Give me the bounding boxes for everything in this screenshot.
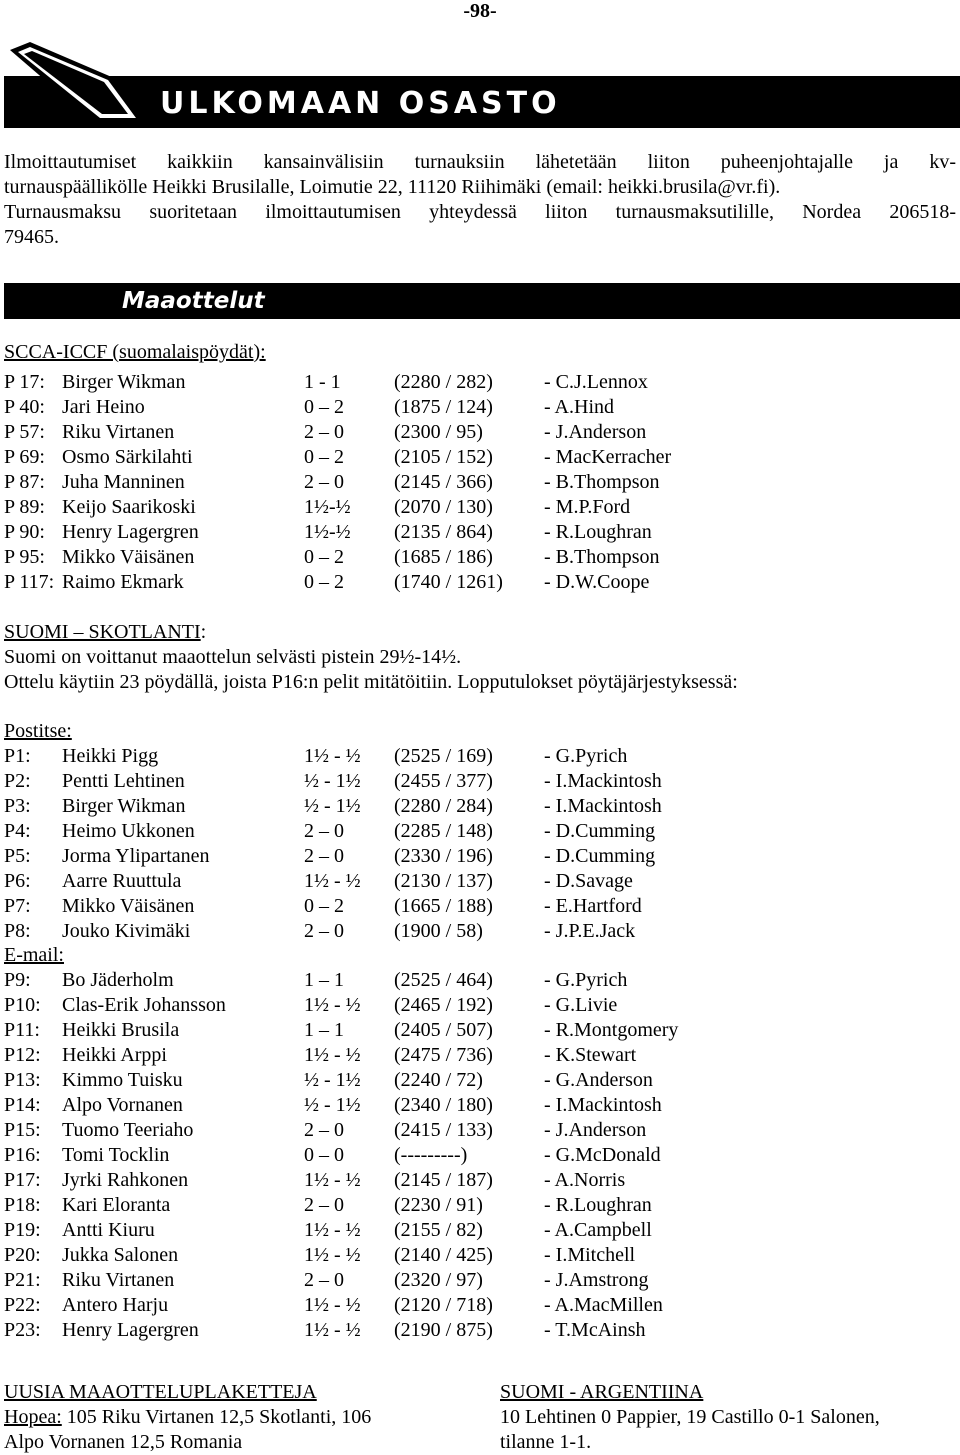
opponent-cell: - D.Cumming (544, 845, 656, 867)
opponent-cell: - D.W.Coope (544, 571, 650, 593)
player-name-cell: Alpo Vornanen (62, 1094, 183, 1116)
opponent-cell: - R.Montgomery (544, 1019, 679, 1041)
suomi-skotlanti-line: Suomi on voittanut maaottelun selvästi pistein 29½-14½. (4, 646, 462, 668)
board-cell: P4: (4, 820, 31, 842)
opponent-cell: - A.Norris (544, 1169, 626, 1191)
board-cell: P 40: (4, 396, 45, 418)
rating-cell: (2525 / 169) (394, 745, 493, 767)
board-cell: P18: (4, 1194, 41, 1216)
intro-line: Turnausmaksu suoritetaan ilmoittautumisen yhteydessä liiton turnausmaksutilille, Nordea 206518- (4, 201, 956, 223)
rating-cell: (2190 / 875) (394, 1319, 493, 1341)
rating-cell: (2280 / 284) (394, 795, 493, 817)
board-cell: P8: (4, 920, 31, 942)
suomi-skotlanti-heading: SUOMI – SKOTLANTI (4, 621, 201, 643)
argentiina-heading: SUOMI - ARGENTIINA (500, 1381, 704, 1403)
player-name-cell: Heimo Ukkonen (62, 820, 195, 842)
opponent-cell: - J.Anderson (544, 1119, 647, 1141)
opponent-cell: - G.Pyrich (544, 969, 628, 991)
opponent-cell: - G.McDonald (544, 1144, 661, 1166)
rating-cell: (2230 / 91) (394, 1194, 483, 1216)
board-cell: P9: (4, 969, 31, 991)
score-cell: 1½ - ½ (304, 1294, 361, 1316)
rating-cell: (2525 / 464) (394, 969, 493, 991)
player-name-cell: Jorma Ylipartanen (62, 845, 210, 867)
opponent-cell: - I.Mackintosh (544, 770, 662, 792)
opponent-cell: - A.Campbell (544, 1219, 652, 1241)
board-cell: P17: (4, 1169, 41, 1191)
score-cell: 1½ - ½ (304, 994, 361, 1016)
player-name-cell: Birger Wikman (62, 371, 186, 393)
opponent-cell: - A.Hind (544, 396, 614, 418)
player-name-cell: Kari Eloranta (62, 1194, 171, 1216)
player-name-cell: Antti Kiuru (62, 1219, 155, 1241)
board-cell: P 87: (4, 471, 45, 493)
rating-cell: (2300 / 95) (394, 421, 483, 443)
score-cell: 2 – 0 (304, 1269, 344, 1291)
opponent-cell: - I.Mitchell (544, 1244, 636, 1266)
player-name-cell: Heikki Pigg (62, 745, 159, 767)
score-cell: 2 – 0 (304, 920, 344, 942)
board-cell: P23: (4, 1319, 41, 1341)
player-name-cell: Riku Virtanen (62, 421, 175, 443)
opponent-cell: - J.P.E.Jack (544, 920, 636, 942)
rating-cell: (1740 / 1261) (394, 571, 503, 593)
board-cell: P22: (4, 1294, 41, 1316)
player-name-cell: Henry Lagergren (62, 521, 199, 543)
rating-cell: (2455 / 377) (394, 770, 493, 792)
rating-cell: (---------) (394, 1144, 468, 1166)
intro-paragraph (4, 150, 956, 250)
score-cell: 1½ - ½ (304, 1319, 361, 1341)
score-cell: 1½ - ½ (304, 870, 361, 892)
opponent-cell: - B.Thompson (544, 471, 660, 493)
opponent-cell: - I.Mackintosh (544, 1094, 662, 1116)
score-cell: 0 – 2 (304, 396, 344, 418)
suomi-skotlanti-section (4, 620, 738, 695)
plaketteja-line: 105 Riku Virtanen 12,5 Skotlanti, 106 (61, 1406, 372, 1428)
player-name-cell: Keijo Saarikoski (62, 496, 196, 518)
opponent-cell: - K.Stewart (544, 1044, 637, 1066)
rating-cell: (2240 / 72) (394, 1069, 483, 1091)
score-cell: 1½ - ½ (304, 1169, 361, 1191)
rating-cell: (2465 / 192) (394, 994, 493, 1016)
rating-cell: (2280 / 282) (394, 371, 493, 393)
argentiina-section (500, 1380, 960, 1455)
rating-cell: (1900 / 58) (394, 920, 483, 942)
rating-cell: (2130 / 137) (394, 870, 493, 892)
rating-cell: (1875 / 124) (394, 396, 493, 418)
board-cell: P1: (4, 745, 31, 767)
opponent-cell: - A.MacMillen (544, 1294, 663, 1316)
board-cell: P 57: (4, 421, 45, 443)
intro-line: Ilmoittautumiset kaikkiin kansainvälisiin turnauksiin lähetetään liiton puheenjohtajalle ja kv- (4, 151, 956, 173)
heading-colon: : (200, 621, 207, 643)
score-cell: 0 – 2 (304, 571, 344, 593)
opponent-cell: - R.Loughran (544, 1194, 652, 1216)
arrow-logo-icon (4, 38, 154, 128)
player-name-cell: Kimmo Tuisku (62, 1069, 183, 1091)
hopea-label: Hopea: (4, 1406, 62, 1428)
player-name-cell: Jyrki Rahkonen (62, 1169, 189, 1191)
page-number: -98- (463, 0, 497, 22)
board-cell: P 90: (4, 521, 45, 543)
board-cell: P3: (4, 795, 31, 817)
plaketteja-line: Alpo Vornanen 12,5 Romania (4, 1431, 243, 1453)
board-cell: P 17: (4, 371, 45, 393)
score-cell: ½ - 1½ (304, 1069, 361, 1091)
score-cell: 1 – 1 (304, 1019, 344, 1041)
score-cell: 1½ - ½ (304, 745, 361, 767)
board-cell: P12: (4, 1044, 41, 1066)
rating-cell: (2135 / 864) (394, 521, 493, 543)
rating-cell: (2285 / 148) (394, 820, 493, 842)
opponent-cell: - R.Loughran (544, 521, 652, 543)
player-name-cell: Heikki Arppi (62, 1044, 167, 1066)
board-cell: P15: (4, 1119, 41, 1141)
board-cell: P6: (4, 870, 31, 892)
score-cell: 2 – 0 (304, 820, 344, 842)
score-cell: 2 – 0 (304, 1119, 344, 1141)
email-heading: E-mail: (4, 944, 64, 966)
player-name-cell: Clas-Erik Johansson (62, 994, 226, 1016)
opponent-cell: - C.J.Lennox (544, 371, 648, 393)
intro-line: 79465. (4, 226, 59, 248)
score-cell: 0 – 2 (304, 895, 344, 917)
player-name-cell: Tomi Tocklin (62, 1144, 170, 1166)
player-name-cell: Birger Wikman (62, 795, 186, 817)
board-cell: P13: (4, 1069, 41, 1091)
postitse-heading: Postitse: (4, 720, 72, 742)
suomi-skotlanti-line: Ottelu käytiin 23 pöydällä, joista P16:n pelit mitätöitiin. Lopputulokset pöytäjärjestyksessä: (4, 671, 738, 693)
player-name-cell: Jouko Kivimäki (62, 920, 191, 942)
player-name-cell: Antero Harju (62, 1294, 169, 1316)
player-name-cell: Henry Lagergren (62, 1319, 199, 1341)
player-name-cell: Pentti Lehtinen (62, 770, 185, 792)
plaketteja-heading: UUSIA MAAOTTELUPLAKETTEJA (4, 1381, 317, 1403)
rating-cell: (2120 / 718) (394, 1294, 493, 1316)
opponent-cell: - T.McAinsh (544, 1319, 646, 1341)
board-cell: P21: (4, 1269, 41, 1291)
opponent-cell: - G.Pyrich (544, 745, 628, 767)
board-cell: P20: (4, 1244, 41, 1266)
player-name-cell: Heikki Brusila (62, 1019, 180, 1041)
board-cell: P10: (4, 994, 41, 1016)
score-cell: 1½ - ½ (304, 1244, 361, 1266)
opponent-cell: - G.Livie (544, 994, 618, 1016)
rating-cell: (2140 / 425) (394, 1244, 493, 1266)
rating-cell: (2105 / 152) (394, 446, 493, 468)
opponent-cell: - M.P.Ford (544, 496, 631, 518)
rating-cell: (1685 / 186) (394, 546, 493, 568)
player-name-cell: Bo Jäderholm (62, 969, 174, 991)
rating-cell: (2145 / 366) (394, 471, 493, 493)
player-name-cell: Jari Heino (62, 396, 145, 418)
score-cell: 1½ - ½ (304, 1044, 361, 1066)
opponent-cell: - J.Amstrong (544, 1269, 649, 1291)
score-cell: 1 – 1 (304, 969, 344, 991)
player-name-cell: Osmo Särkilahti (62, 446, 193, 468)
maaottelut-title: Maaottelut (122, 288, 265, 314)
rating-cell: (2145 / 187) (394, 1169, 493, 1191)
player-name-cell: Mikko Väisänen (62, 546, 195, 568)
scca-heading: SCCA-ICCF (suomalaispöydät): (4, 341, 266, 363)
plaketteja-section (4, 1380, 494, 1455)
board-cell: P7: (4, 895, 31, 917)
rating-cell: (2415 / 133) (394, 1119, 493, 1141)
player-name-cell: Tuomo Teeriaho (62, 1119, 194, 1141)
score-cell: 2 – 0 (304, 421, 344, 443)
opponent-cell: - MacKerracher (544, 446, 672, 468)
argentiina-line: tilanne 1-1. (500, 1431, 592, 1453)
board-cell: P14: (4, 1094, 41, 1116)
opponent-cell: - E.Hartford (544, 895, 642, 917)
board-cell: P 89: (4, 496, 45, 518)
score-cell: 1 - 1 (304, 371, 341, 393)
rating-cell: (1665 / 188) (394, 895, 493, 917)
opponent-cell: - D.Cumming (544, 820, 656, 842)
board-cell: P19: (4, 1219, 41, 1241)
score-cell: 2 – 0 (304, 1194, 344, 1216)
score-cell: 1½-½ (304, 496, 351, 518)
player-name-cell: Jukka Salonen (62, 1244, 179, 1266)
board-cell: P16: (4, 1144, 41, 1166)
opponent-cell: - J.Anderson (544, 421, 647, 443)
opponent-cell: - B.Thompson (544, 546, 660, 568)
intro-line: turnauspäällikölle Heikki Brusilalle, Loimutie 22, 11120 Riihimäki (email: heikki.brusila@vr.fi). (4, 176, 781, 198)
player-name-cell: Raimo Ekmark (62, 571, 184, 593)
score-cell: ½ - 1½ (304, 1094, 361, 1116)
board-cell: P2: (4, 770, 31, 792)
opponent-cell: - G.Anderson (544, 1069, 653, 1091)
rating-cell: (2070 / 130) (394, 496, 493, 518)
rating-cell: (2155 / 82) (394, 1219, 483, 1241)
rating-cell: (2405 / 507) (394, 1019, 493, 1041)
score-cell: 0 – 2 (304, 546, 344, 568)
player-name-cell: Juha Manninen (62, 471, 185, 493)
opponent-cell: - I.Mackintosh (544, 795, 662, 817)
rating-cell: (2320 / 97) (394, 1269, 483, 1291)
rating-cell: (2340 / 180) (394, 1094, 493, 1116)
board-cell: P5: (4, 845, 31, 867)
score-cell: ½ - 1½ (304, 770, 361, 792)
opponent-cell: - D.Savage (544, 870, 633, 892)
player-name-cell: Riku Virtanen (62, 1269, 175, 1291)
board-cell: P 95: (4, 546, 45, 568)
rating-cell: (2475 / 736) (394, 1044, 493, 1066)
player-name-cell: Mikko Väisänen (62, 895, 195, 917)
banner-title: ULKOMAAN OSASTO (160, 86, 561, 121)
score-cell: 0 – 2 (304, 446, 344, 468)
score-cell: ½ - 1½ (304, 795, 361, 817)
board-cell: P11: (4, 1019, 40, 1041)
argentiina-line: 10 Lehtinen 0 Pappier, 19 Castillo 0-1 Salonen, (500, 1406, 880, 1428)
score-cell: 2 – 0 (304, 845, 344, 867)
board-cell: P 117: (4, 571, 55, 593)
player-name-cell: Aarre Ruuttula (62, 870, 182, 892)
score-cell: 1½-½ (304, 521, 351, 543)
rating-cell: (2330 / 196) (394, 845, 493, 867)
board-cell: P 69: (4, 446, 45, 468)
score-cell: 0 – 0 (304, 1144, 344, 1166)
score-cell: 1½ - ½ (304, 1219, 361, 1241)
score-cell: 2 – 0 (304, 471, 344, 493)
